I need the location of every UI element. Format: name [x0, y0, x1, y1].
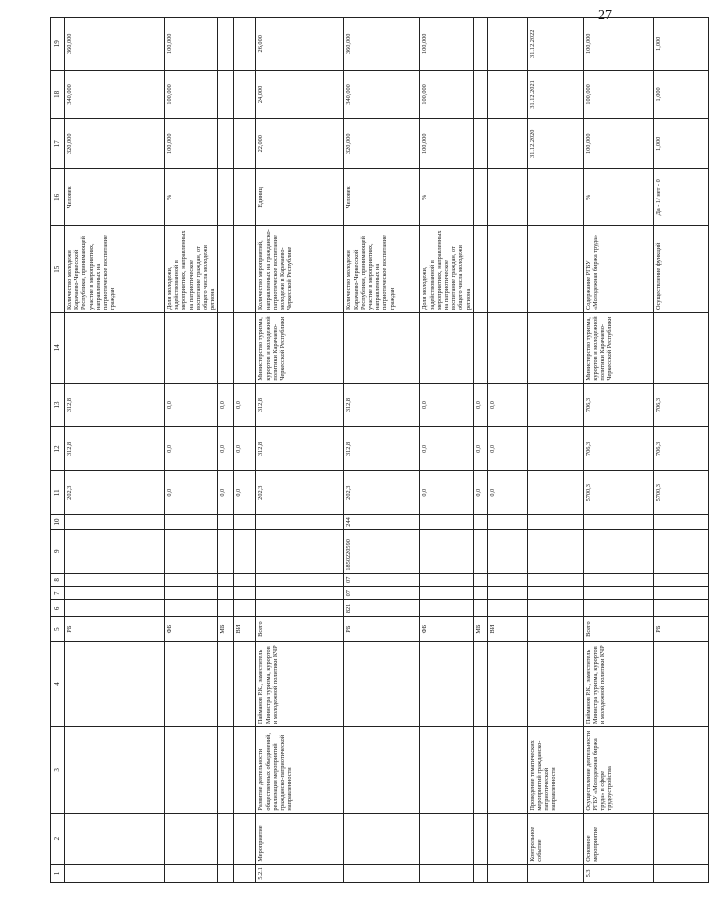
- table-cell: 5.2.1: [256, 864, 344, 882]
- table-cell: [234, 312, 256, 383]
- table-cell: [653, 813, 708, 864]
- table-cell: 100,000: [583, 18, 653, 71]
- table-cell: [527, 383, 583, 427]
- table-cell: [165, 727, 218, 814]
- table-cell: [473, 18, 487, 71]
- table-cell: [344, 727, 420, 814]
- table-cell: [234, 70, 256, 119]
- table-cell: 5.3: [583, 864, 653, 882]
- table-cell: Осуществление функций: [653, 226, 708, 313]
- table-cell: [527, 226, 583, 313]
- table-cell: [234, 515, 256, 530]
- table-cell: %: [165, 169, 218, 226]
- table-cell: Пайманов Р.К., заместитель Министра туризма, курортов и молодежной политики КЧР: [583, 641, 653, 726]
- table-cell: 0,0: [473, 427, 487, 471]
- table-cell: [473, 529, 487, 573]
- table-cell: [527, 169, 583, 226]
- column-number-3: 3: [51, 727, 65, 814]
- table-cell: Проведение тематических мероприятий гражданско-патриотической направленности: [527, 727, 583, 814]
- table-cell: [165, 864, 218, 882]
- table-cell: [256, 587, 344, 600]
- column-number-16: 16: [51, 169, 65, 226]
- table-cell: [420, 587, 473, 600]
- column-number-6: 6: [51, 600, 65, 617]
- table-cell: ФБ: [165, 617, 218, 641]
- table-cell: [527, 641, 583, 726]
- column-number-14: 14: [51, 312, 65, 383]
- table-cell: 26,000: [256, 18, 344, 71]
- table-cell: [65, 587, 165, 600]
- table-cell: 100,000: [165, 119, 218, 169]
- table-cell: Мероприятие: [256, 813, 344, 864]
- table-cell: [527, 617, 583, 641]
- table-cell: 244: [344, 515, 420, 530]
- table-cell: 0,0: [165, 427, 218, 471]
- table-row: [218, 18, 234, 883]
- table-cell: [527, 529, 583, 573]
- table-cell: 1,000: [653, 70, 708, 119]
- table-cell: [420, 864, 473, 882]
- table-cell: [473, 641, 487, 726]
- table-cell: [420, 600, 473, 617]
- table-cell: 320,000: [65, 119, 165, 169]
- rotated-table-page: [50, 17, 662, 883]
- table-cell: [487, 600, 527, 617]
- table-cell: [234, 529, 256, 573]
- table-cell: [420, 727, 473, 814]
- table-cell: [487, 169, 527, 226]
- page-number: 27: [598, 8, 612, 23]
- table-cell: 360,000: [344, 18, 420, 71]
- table-cell: 0,0: [165, 471, 218, 515]
- table-cell: 0,0: [487, 427, 527, 471]
- table-cell: [473, 587, 487, 600]
- table-cell: 706,3: [583, 427, 653, 471]
- table-row: [256, 18, 344, 883]
- table-cell: [487, 727, 527, 814]
- table-cell: [487, 864, 527, 882]
- column-number-1: 1: [51, 864, 65, 882]
- table-cell: [234, 226, 256, 313]
- table-cell: Да - 1/ нет - 0: [653, 169, 708, 226]
- table-cell: Основное мероприятие: [583, 813, 653, 864]
- table-cell: РБ: [653, 617, 708, 641]
- table-cell: [344, 641, 420, 726]
- table-cell: [234, 169, 256, 226]
- table-cell: [65, 727, 165, 814]
- table-cell: 706,3: [653, 427, 708, 471]
- table-cell: [653, 529, 708, 573]
- table-cell: 706,3: [583, 383, 653, 427]
- table-cell: [218, 864, 234, 882]
- column-number-17: 17: [51, 119, 65, 169]
- table-cell: [473, 70, 487, 119]
- table-cell: [473, 600, 487, 617]
- table-cell: Доля молодежи, задействованной в мероприятиях, направленных на патриотическое воспитание граждан, от общего числа молодежи региона: [165, 226, 218, 313]
- table-cell: [234, 600, 256, 617]
- table-cell: 821: [344, 600, 420, 617]
- table-cell: [65, 573, 165, 586]
- table-cell: 706,3: [653, 383, 708, 427]
- table-cell: [65, 864, 165, 882]
- table-cell: [344, 864, 420, 882]
- table-cell: [218, 641, 234, 726]
- column-number-7: 7: [51, 587, 65, 600]
- table-cell: [218, 18, 234, 71]
- table-cell: 0,0: [218, 427, 234, 471]
- table-cell: [165, 600, 218, 617]
- table-cell: 312,8: [65, 383, 165, 427]
- table-cell: 07: [344, 587, 420, 600]
- table-cell: ВИ: [234, 617, 256, 641]
- table-cell: [473, 813, 487, 864]
- table-cell: Развитие деятельности общественных объединений, реализация мероприятий гражданско-патриотической направленности: [256, 727, 344, 814]
- table-cell: [165, 813, 218, 864]
- table-cell: 312,8: [256, 383, 344, 427]
- header-row: [51, 18, 65, 883]
- table-cell: 31.12.2020: [527, 119, 583, 169]
- table-cell: [487, 515, 527, 530]
- table-cell: 320,000: [344, 119, 420, 169]
- table-cell: [653, 600, 708, 617]
- table-cell: [234, 813, 256, 864]
- table-cell: [234, 18, 256, 71]
- table-cell: [234, 573, 256, 586]
- table-cell: [65, 312, 165, 383]
- table-cell: [473, 727, 487, 814]
- table-cell: [420, 813, 473, 864]
- table-cell: %: [583, 169, 653, 226]
- table-cell: 0,0: [234, 471, 256, 515]
- table-cell: 1,000: [653, 119, 708, 169]
- table-cell: [527, 573, 583, 586]
- table-row: [344, 18, 420, 883]
- table-cell: [583, 600, 653, 617]
- table-cell: [218, 119, 234, 169]
- table-cell: [473, 119, 487, 169]
- table-cell: [218, 226, 234, 313]
- table-cell: Доля молодежи, задействованной в мероприятиях, направленных на патриотическое воспитание граждан, от общего числа молодежи региона: [420, 226, 473, 313]
- table-cell: 100,000: [420, 70, 473, 119]
- table-cell: [653, 515, 708, 530]
- table-cell: [527, 587, 583, 600]
- table-row: [527, 18, 583, 883]
- table-cell: [256, 600, 344, 617]
- table-cell: [165, 641, 218, 726]
- table-cell: 312,8: [65, 427, 165, 471]
- table-cell: [234, 864, 256, 882]
- table-cell: [65, 529, 165, 573]
- table-cell: Содержание РГБУ «Молодежная биржа труда»: [583, 226, 653, 313]
- table-cell: 0,0: [487, 471, 527, 515]
- table-cell: [487, 119, 527, 169]
- table-cell: [527, 600, 583, 617]
- table-cell: [487, 573, 527, 586]
- table-cell: [487, 70, 527, 119]
- table-cell: [487, 18, 527, 71]
- table-cell: [344, 312, 420, 383]
- table-cell: РБ: [344, 617, 420, 641]
- table-cell: [218, 169, 234, 226]
- table-row: [487, 18, 527, 883]
- table-cell: 24,000: [256, 70, 344, 119]
- table-cell: 5700,3: [583, 471, 653, 515]
- table-cell: ФБ: [420, 617, 473, 641]
- table-cell: [256, 529, 344, 573]
- table-row: [165, 18, 218, 883]
- table-cell: Контрольное событие: [527, 813, 583, 864]
- table-cell: Человек: [344, 169, 420, 226]
- table-cell: [487, 813, 527, 864]
- table-cell: [165, 515, 218, 530]
- table-row: [473, 18, 487, 883]
- table-cell: [527, 515, 583, 530]
- table-cell: 202,3: [65, 471, 165, 515]
- table-cell: МБ: [473, 617, 487, 641]
- table-cell: Количество мероприятий, направленных на гражданско-патриотическое воспитание молодежи в Карачаево-Черкесской Республике: [256, 226, 344, 313]
- table-cell: 0,0: [420, 471, 473, 515]
- table-cell: [165, 312, 218, 383]
- column-number-11: 11: [51, 471, 65, 515]
- table-cell: [473, 226, 487, 313]
- table-cell: [653, 312, 708, 383]
- table-cell: Пайманов Р.К., заместитель Министра туризма, курортов и молодежной политики КЧР: [256, 641, 344, 726]
- table-cell: [583, 529, 653, 573]
- table-cell: [218, 600, 234, 617]
- table-cell: [256, 515, 344, 530]
- table-cell: 340,000: [344, 70, 420, 119]
- table-cell: Человек: [65, 169, 165, 226]
- table-cell: 100,000: [420, 18, 473, 71]
- table-cell: 1,000: [653, 18, 708, 71]
- table-cell: [234, 727, 256, 814]
- table-cell: [234, 119, 256, 169]
- table-cell: Количество молодежи Карачаево-Черкесской Республики, принимающей участие в мероприятиях, направленных на патриотическое воспитание граждан: [65, 226, 165, 313]
- table-cell: Количество молодежи Карачаево-Черкесской Республики, принимающей участие в мероприятиях, направленных на патриотическое воспитание граждан: [344, 226, 420, 313]
- column-number-18: 18: [51, 70, 65, 119]
- table-cell: [487, 587, 527, 600]
- table-cell: [653, 864, 708, 882]
- table-cell: [527, 427, 583, 471]
- table-cell: [420, 529, 473, 573]
- table-cell: [165, 587, 218, 600]
- table-cell: [473, 312, 487, 383]
- table-cell: 5700,3: [653, 471, 708, 515]
- table-cell: [165, 573, 218, 586]
- table-cell: 340,000: [65, 70, 165, 119]
- table-row: [420, 18, 473, 883]
- column-number-9: 9: [51, 529, 65, 573]
- table-cell: [583, 515, 653, 530]
- table-cell: Осуществление деятельности РГБУ «Молодежная биржа труда» в сфере трудоустройства: [583, 727, 653, 814]
- table-cell: [487, 641, 527, 726]
- table-cell: [653, 641, 708, 726]
- table-cell: 0,0: [218, 471, 234, 515]
- table-cell: 0,0: [420, 427, 473, 471]
- table-cell: [583, 587, 653, 600]
- table-cell: 0,0: [473, 471, 487, 515]
- table-cell: 100,000: [583, 119, 653, 169]
- table-cell: [218, 312, 234, 383]
- table-cell: %: [420, 169, 473, 226]
- table-cell: 312,8: [256, 427, 344, 471]
- table-cell: 360,000: [65, 18, 165, 71]
- table-cell: [527, 471, 583, 515]
- table-cell: [65, 641, 165, 726]
- table-cell: [487, 312, 527, 383]
- column-number-13: 13: [51, 383, 65, 427]
- table-cell: 0,0: [234, 383, 256, 427]
- table-cell: [420, 312, 473, 383]
- table-cell: [218, 573, 234, 586]
- table-cell: 1850220590: [344, 529, 420, 573]
- column-number-12: 12: [51, 427, 65, 471]
- table-cell: [65, 515, 165, 530]
- table-cell: [420, 573, 473, 586]
- table-cell: [65, 813, 165, 864]
- table-cell: [653, 573, 708, 586]
- table-cell: 0,0: [473, 383, 487, 427]
- table-cell: МБ: [218, 617, 234, 641]
- table-cell: [218, 70, 234, 119]
- column-number-19: 19: [51, 18, 65, 71]
- table-cell: 312,8: [344, 383, 420, 427]
- program-table: [50, 17, 709, 883]
- column-number-8: 8: [51, 573, 65, 586]
- table-cell: 0,0: [420, 383, 473, 427]
- table-cell: [653, 587, 708, 600]
- table-cell: 100,000: [165, 18, 218, 71]
- table-cell: [487, 226, 527, 313]
- table-cell: [218, 727, 234, 814]
- column-number-5: 5: [51, 617, 65, 641]
- table-row: [234, 18, 256, 883]
- table-cell: Всего: [583, 617, 653, 641]
- table-cell: 312,8: [344, 427, 420, 471]
- table-cell: 0,0: [218, 383, 234, 427]
- table-cell: 07: [344, 573, 420, 586]
- table-cell: [653, 727, 708, 814]
- column-number-4: 4: [51, 641, 65, 726]
- table-cell: [473, 573, 487, 586]
- table-cell: ВИ: [487, 617, 527, 641]
- table-cell: 31.12.2021: [527, 70, 583, 119]
- table-cell: [344, 813, 420, 864]
- table-cell: [473, 169, 487, 226]
- table-cell: [234, 641, 256, 726]
- table-cell: [218, 813, 234, 864]
- table-cell: 202,3: [344, 471, 420, 515]
- table-cell: 22,000: [256, 119, 344, 169]
- table-cell: Всего: [256, 617, 344, 641]
- table-cell: [256, 573, 344, 586]
- table-cell: [218, 515, 234, 530]
- table-cell: РБ: [65, 617, 165, 641]
- table-cell: [527, 864, 583, 882]
- table-cell: [473, 864, 487, 882]
- table-cell: 100,000: [165, 70, 218, 119]
- table-cell: Министерство туризма, курортов и молодежной политики Карачаево-Черкесской Республики: [256, 312, 344, 383]
- table-cell: [65, 600, 165, 617]
- table-cell: 31.12.2022: [527, 18, 583, 71]
- table-cell: [487, 529, 527, 573]
- table-row: [583, 18, 653, 883]
- table-cell: [420, 641, 473, 726]
- table-cell: 100,000: [583, 70, 653, 119]
- table-cell: 100,000: [420, 119, 473, 169]
- table-row: [65, 18, 165, 883]
- table-cell: 0,0: [165, 383, 218, 427]
- table-cell: Министерство туризма, курортов и молодежной политики Карачаево-Черкесской Республики: [583, 312, 653, 383]
- table-cell: [218, 587, 234, 600]
- table-cell: 0,0: [487, 383, 527, 427]
- table-cell: Единиц: [256, 169, 344, 226]
- table-cell: [234, 587, 256, 600]
- table-cell: 0,0: [234, 427, 256, 471]
- table-cell: [473, 515, 487, 530]
- table-cell: [527, 312, 583, 383]
- column-number-2: 2: [51, 813, 65, 864]
- table-row: [653, 18, 708, 883]
- table-cell: [583, 573, 653, 586]
- column-number-10: 10: [51, 515, 65, 530]
- table-cell: 202,3: [256, 471, 344, 515]
- table-cell: [420, 515, 473, 530]
- table-cell: [218, 529, 234, 573]
- table-cell: [165, 529, 218, 573]
- column-number-15: 15: [51, 226, 65, 313]
